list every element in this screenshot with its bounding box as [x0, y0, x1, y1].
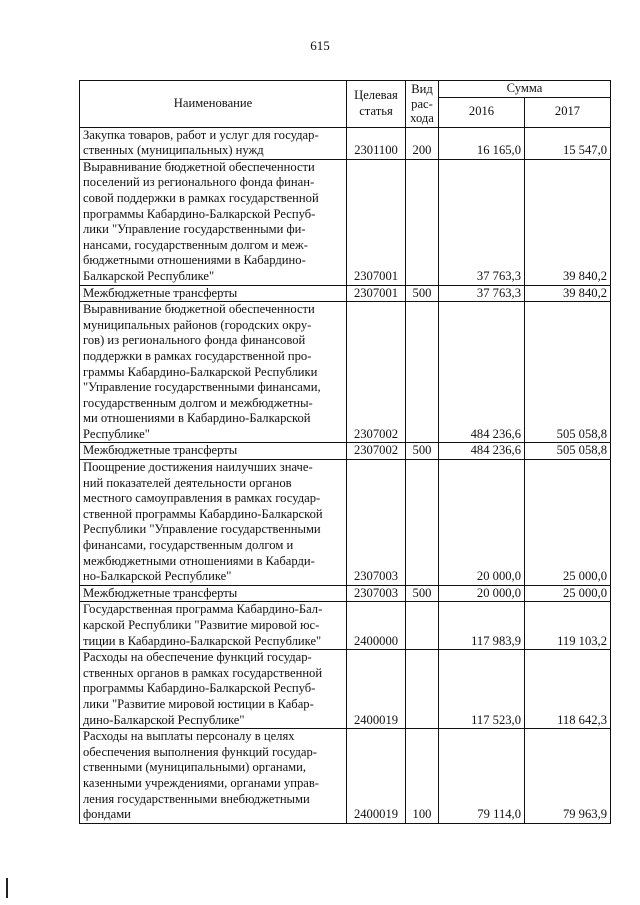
row-name-line: ственных (муниципальных) нужд [83, 143, 264, 158]
header-name: Наименование [80, 81, 347, 128]
row-sum-2016: 484 236,6 [439, 443, 525, 460]
row-name-line: обеспечения выполнения функций государ- [83, 744, 317, 759]
row-expense-type [406, 602, 439, 650]
row-name [80, 127, 347, 159]
row-name [80, 729, 347, 824]
row-name-line: Межбюджетные трансферты [83, 585, 238, 600]
row-sum-2017: 119 103,2 [525, 602, 611, 650]
row-name-line: местного самоуправления в рамках государ- [83, 491, 321, 506]
row-target-article: 2307003 [347, 460, 406, 586]
row-name-line: поселений из регионального фонда финан- [83, 175, 315, 190]
row-name-line: Расходы на выплаты персоналу в целях [83, 729, 295, 744]
row-target-article: 2307002 [347, 443, 406, 460]
row-expense-type [406, 159, 439, 285]
table-row [80, 650, 611, 729]
row-name [80, 602, 347, 650]
row-sum-2017: 39 840,2 [525, 285, 611, 302]
row-sum-2017: 25 000,0 [525, 585, 611, 602]
row-name-line: Республики "Управление государственными [83, 522, 321, 537]
row-target-article: 2307001 [347, 159, 406, 285]
row-name-line: казенными учреждениями, органами управ- [83, 775, 319, 790]
row-name [80, 460, 347, 586]
row-name-line: программы Кабардино-Балкарской Респуб- [83, 681, 316, 696]
row-expense-type [406, 460, 439, 586]
row-name-line: ственной программы Кабардино-Балкарской [83, 506, 323, 521]
header-sum: Сумма [439, 81, 611, 98]
row-expense-type: 100 [406, 729, 439, 824]
row-name-line: бюджетными отношениями в Кабардино- [83, 253, 306, 268]
row-expense-type: 200 [406, 127, 439, 159]
row-sum-2017: 25 000,0 [525, 460, 611, 586]
row-sum-2016: 117 983,9 [439, 602, 525, 650]
row-sum-2016: 79 114,0 [439, 729, 525, 824]
row-sum-2017: 505 058,8 [525, 443, 611, 460]
row-sum-2016: 20 000,0 [439, 460, 525, 586]
table-row [80, 585, 611, 602]
row-name-line: Поощрение достижения наилучших значе- [83, 460, 313, 475]
row-expense-type [406, 302, 439, 443]
budget-table [79, 80, 611, 824]
row-target-article: 2307001 [347, 285, 406, 302]
row-name-line: Выравнивание бюджетной обеспеченности [83, 159, 315, 174]
row-name [80, 285, 347, 302]
row-name [80, 443, 347, 460]
row-sum-2016: 20 000,0 [439, 585, 525, 602]
row-expense-type [406, 650, 439, 729]
row-target-article: 2400000 [347, 602, 406, 650]
row-name-line: нансами, государственным долгом и меж- [83, 237, 308, 252]
row-sum-2016: 117 523,0 [439, 650, 525, 729]
header-target-article [347, 81, 406, 128]
row-name-line: Расходы на обеспечение функций государ- [83, 650, 312, 665]
row-target-article: 2307002 [347, 302, 406, 443]
row-sum-2016: 16 165,0 [439, 127, 525, 159]
row-name-line: ний показателей деятельности органов [83, 475, 292, 490]
row-name-line: межбюджетными отношениями в Кабарди- [83, 553, 315, 568]
row-name-line: фондами [83, 807, 131, 822]
row-name-line: Республике" [83, 426, 150, 441]
row-expense-type: 500 [406, 285, 439, 302]
row-sum-2016: 37 763,3 [439, 285, 525, 302]
row-target-article: 2301100 [347, 127, 406, 159]
header-code-line1: Целевая [354, 88, 398, 103]
header-vid-line1: Вид [411, 82, 433, 97]
row-name-line: программы Кабардино-Балкарской Респуб- [83, 206, 316, 221]
row-name-line: Государственная программа Кабардино-Бал- [83, 602, 323, 617]
row-name-line: Выравнивание бюджетной обеспеченности [83, 302, 315, 317]
row-name-line: совой поддержки в рамках государственной [83, 190, 319, 205]
row-name-line: поддержки в рамках государственной про- [83, 348, 312, 363]
table-row [80, 159, 611, 285]
table-body [80, 127, 611, 823]
row-sum-2016: 484 236,6 [439, 302, 525, 443]
row-sum-2016: 37 763,3 [439, 159, 525, 285]
row-name-line: ственных органов в рамках государственной [83, 665, 323, 680]
table-row [80, 729, 611, 824]
row-name [80, 302, 347, 443]
row-sum-2017: 79 963,9 [525, 729, 611, 824]
row-name-line: "Управление государственными финансами, [83, 380, 321, 395]
row-name-line: лики "Управление государственными фи- [83, 222, 306, 237]
row-name-line: муниципальных районов (городских окру- [83, 317, 312, 332]
page-number: 615 [310, 38, 330, 53]
table-row [80, 602, 611, 650]
row-name-line: Межбюджетные трансферты [83, 443, 238, 458]
table-row [80, 443, 611, 460]
header-year-2016: 2016 [439, 97, 525, 127]
margin-mark [6, 878, 8, 898]
row-name-line: государственным долгом и межбюджетны- [83, 395, 313, 410]
row-name-line: граммы Кабардино-Балкарской Республики [83, 364, 318, 379]
header-expense-type [406, 81, 439, 128]
table-row [80, 302, 611, 443]
row-name-line: ми отношениями в Кабардино-Балкарской [83, 411, 311, 426]
header-year-2017: 2017 [525, 97, 611, 127]
row-name-line: Межбюджетные трансферты [83, 285, 238, 300]
row-name-line: но-Балкарской Республике" [83, 569, 232, 584]
header-vid-line3: хода [410, 111, 434, 126]
row-name-line: Закупка товаров, работ и услуг для государ- [83, 127, 319, 142]
row-name-line: Балкарской Республике" [83, 268, 215, 283]
row-name-line: лики "Развитие мировой юстиции в Кабар- [83, 696, 314, 711]
row-sum-2017: 15 547,0 [525, 127, 611, 159]
row-sum-2017: 118 642,3 [525, 650, 611, 729]
row-name-line: ления государственными внебюджетными [83, 791, 310, 806]
row-sum-2017: 39 840,2 [525, 159, 611, 285]
row-target-article: 2400019 [347, 650, 406, 729]
row-name [80, 159, 347, 285]
row-name-line: тиции в Кабардино-Балкарской Республике" [83, 633, 322, 648]
table-row [80, 285, 611, 302]
row-expense-type: 500 [406, 443, 439, 460]
row-target-article: 2400019 [347, 729, 406, 824]
row-name-line: ственными (муниципальными) органами, [83, 760, 307, 775]
row-name-line: гов) из регионального фонда финансовой [83, 333, 306, 348]
table-row [80, 460, 611, 586]
row-name-line: дино-Балкарской Республике" [83, 712, 245, 727]
row-name [80, 585, 347, 602]
row-expense-type: 500 [406, 585, 439, 602]
header-code-line2: статья [359, 103, 393, 118]
row-name [80, 650, 347, 729]
table-row [80, 127, 611, 159]
table-header [80, 81, 611, 128]
row-name-line: финансами, государственным долгом и [83, 538, 294, 553]
row-target-article: 2307003 [347, 585, 406, 602]
header-vid-line2: рас- [411, 96, 433, 111]
row-name-line: карской Республики "Развитие мировой юс- [83, 618, 320, 632]
row-sum-2017: 505 058,8 [525, 302, 611, 443]
